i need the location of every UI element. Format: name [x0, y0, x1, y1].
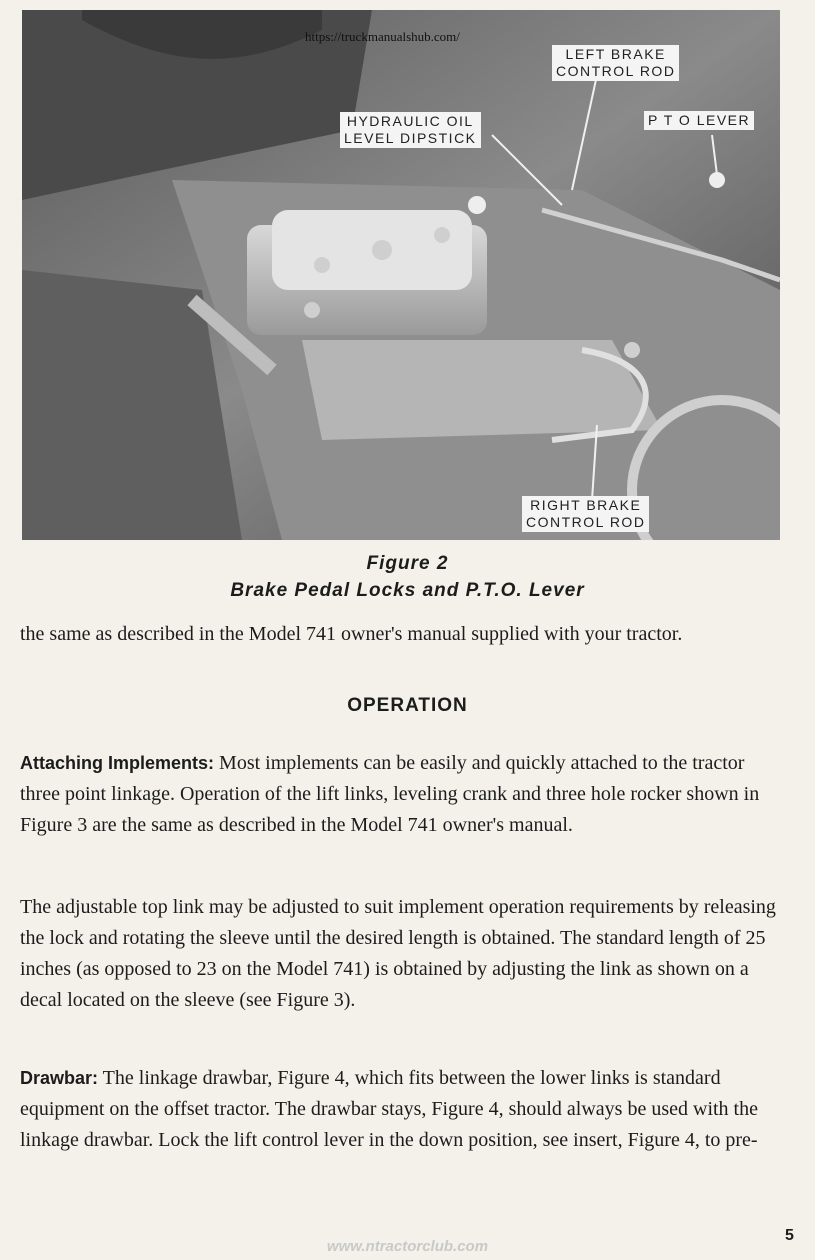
- figure-2-photo: [22, 10, 780, 540]
- figure-title: Brake Pedal Locks and P.T.O. Lever: [230, 580, 585, 601]
- intro-paragraph: the same as described in the Model 741 owner's manual supplied with your tractor.: [20, 623, 683, 645]
- top-link-paragraph: The adjustable top link may be adjusted to suit implement operation requirements by releasing the lock and rotating the sleeve until the desired length is obtained. The standard length of 25 inches (as opposed to 23 on the Model 741) is obtained by adjusting the link as shown on a decal located on the sleeve (see Figure 3).: [20, 896, 776, 1011]
- attaching-implements-text: Most implements can be easily and quickly attached to the tractor three point linkage. Operation of the lift links, leveling crank and three hole rocker shown in Figure 3 are the same as described in the Model 741 owner's manual.: [20, 752, 760, 836]
- drawbar-lead: Drawbar:: [20, 1068, 99, 1088]
- label-left-brake-control-rod: LEFT BRAKE CONTROL ROD: [552, 45, 679, 81]
- attaching-implements-paragraph: [20, 748, 780, 841]
- label-pto-lever: P T O LEVER: [644, 111, 754, 130]
- drawbar-paragraph: [20, 1063, 780, 1156]
- tractor-engine-illustration: [22, 10, 780, 540]
- section-heading: OPERATION: [347, 695, 468, 716]
- footer-watermark: www.ntractorclub.com: [326, 1238, 489, 1255]
- drawbar-text: The linkage drawbar, Figure 4, which fits between the lower links is standard equipment on the offset tractor. The drawbar stays, Figure 4, should always be used with the linkage drawbar. Lock the lift control lever in the down position, see insert, Figure 4, to pre-: [20, 1067, 758, 1151]
- label-hydraulic-oil-dipstick: HYDRAULIC OIL LEVEL DIPSTICK: [340, 112, 481, 148]
- figure-number: Figure 2: [366, 553, 449, 574]
- attaching-implements-lead: Attaching Implements:: [20, 753, 215, 773]
- url-overlay: https://truckmanualshub.com/: [305, 29, 460, 44]
- label-right-brake-control-rod: RIGHT BRAKE CONTROL ROD: [522, 496, 649, 532]
- page-number: 5: [785, 1227, 794, 1244]
